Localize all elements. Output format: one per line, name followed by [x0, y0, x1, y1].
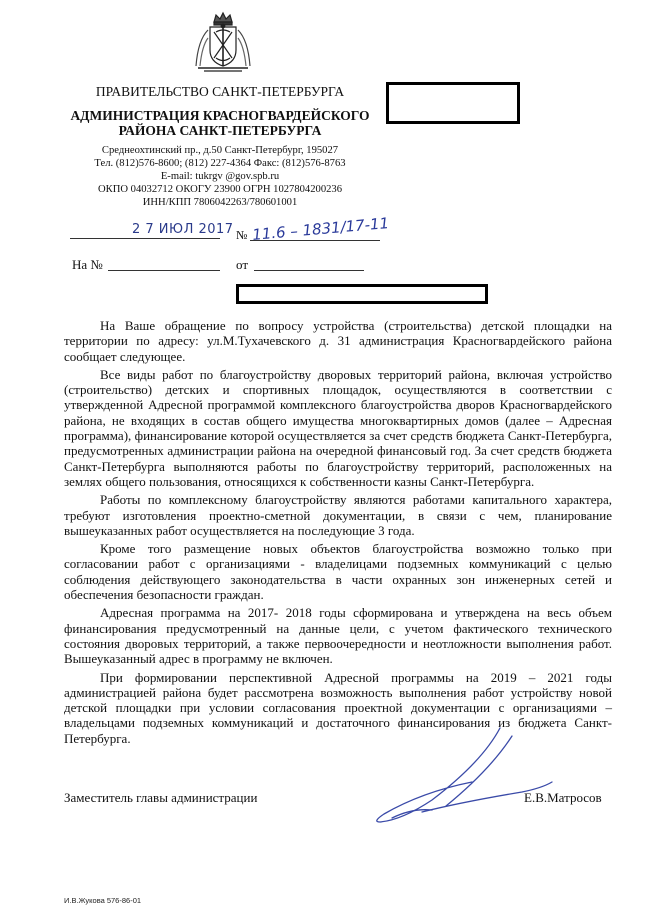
from-label: от — [236, 257, 249, 272]
address: Среднеохтинский пр., д.50 Санкт-Петербург, 195027 — [101, 145, 339, 156]
signer-name: Е.В.Матросов — [524, 790, 602, 805]
paragraph: Кроме того размещение новых объектов благоустройства возможно только при согласовании работ с организациями - владелицами подземных коммуникаций с целью соблюдения действующего законодательства в части охранных зон инженерных сетей и обеспечения безопасности граждан. — [64, 541, 612, 603]
executor-note: И.В.Жукова 576-86-01 — [64, 896, 142, 905]
government-title: ПРАВИТЕЛЬСТВО САНКТ-ПЕТЕРБУРГА — [95, 84, 345, 99]
handwritten-signature — [362, 722, 562, 832]
paragraph: Адресная программа на 2017- 2018 годы сформирована и утверждена на весь объем финансирования предусмотренный на данные цели, с учетом фактического технического состояния дворовых территорий, а также первоочередности и неотложности выполнения работ. Вышеуказанный адрес в программу не включен. — [64, 605, 612, 667]
paragraph: Работы по комплексному благоустройству являются работами капитального характера, требуют изготовления проектно-сметной документации, в связи с чем, планирование вышеуказанных работ осуществляется на последующие 3 года. — [64, 492, 612, 538]
number-underline — [250, 240, 380, 241]
registry-codes: ОКПО 04032712 ОКОГУ 23900 ОГРН 1027804200236 — [97, 184, 343, 195]
redacted-recipient-box — [386, 82, 520, 124]
from-line — [254, 270, 364, 271]
reply-to-line — [108, 270, 220, 271]
reply-to-label: На № — [72, 257, 103, 272]
registration-number: 11.6 – 1831/17-11 — [251, 214, 390, 244]
number-label: № — [236, 228, 248, 242]
inn-kpp: ИНН/КПП 7806042263/780601001 — [142, 197, 298, 208]
letter-body — [64, 318, 612, 749]
date-underline — [70, 238, 220, 239]
paragraph: При формировании перспективной Адресной программы на 2019 – 2021 годы администрацией района будет рассмотрена возможность выполнения работ устройству новой детской площадки при условии согласования проектной документации с организациями – владельцами подземных коммуникаций и достаточного финансирования из бюджета Санкт-Петербурга. — [64, 669, 612, 746]
signer-title: Заместитель главы администрации — [64, 790, 258, 805]
redacted-addressee-box — [236, 284, 488, 304]
administration-title-line-2: РАЙОНА САНКТ-ПЕТЕРБУРГА — [118, 123, 322, 138]
coat-of-arms-icon — [190, 10, 256, 76]
email: E-mail: tukrgv @gov.spb.ru — [160, 171, 280, 182]
paragraph: Все виды работ по благоустройству дворовых территорий района, включая устройство (строительство) детских и спортивных площадок, осуществляются в соответствии с утвержденной Адресной программой комплексного благоустройства дворов Красногвардейского района, не входящих в состав общего имущества многоквартирных домов (далее – Адресная программа), финансирование которой осуществляется за счет средств бюджета Санкт-Петербурга, предусмотренных администрации района на очередной финансовый год. За счет средств бюджета Санкт-Петербурга выполняются работы по благоустройству территорий, расположенных на землях общего пользования, относящихся к собственности казны Санкт-Петербурга. — [64, 366, 612, 489]
date-stamp: 2 7 ИЮЛ 2017 — [132, 222, 234, 237]
paragraph: На Ваше обращение по вопросу устройства (строительства) детской площадки на территории по адресу: ул.М.Тухачевского д. 31 администрация Красногвардейского района сообщает следующее. — [64, 318, 612, 364]
administration-title-line-1: АДМИНИСТРАЦИЯ КРАСНОГВАРДЕЙСКОГО — [70, 108, 370, 123]
phones: Тел. (812)576-8600; (812) 227-4364 Факс: (812)576-8763 — [94, 158, 346, 169]
